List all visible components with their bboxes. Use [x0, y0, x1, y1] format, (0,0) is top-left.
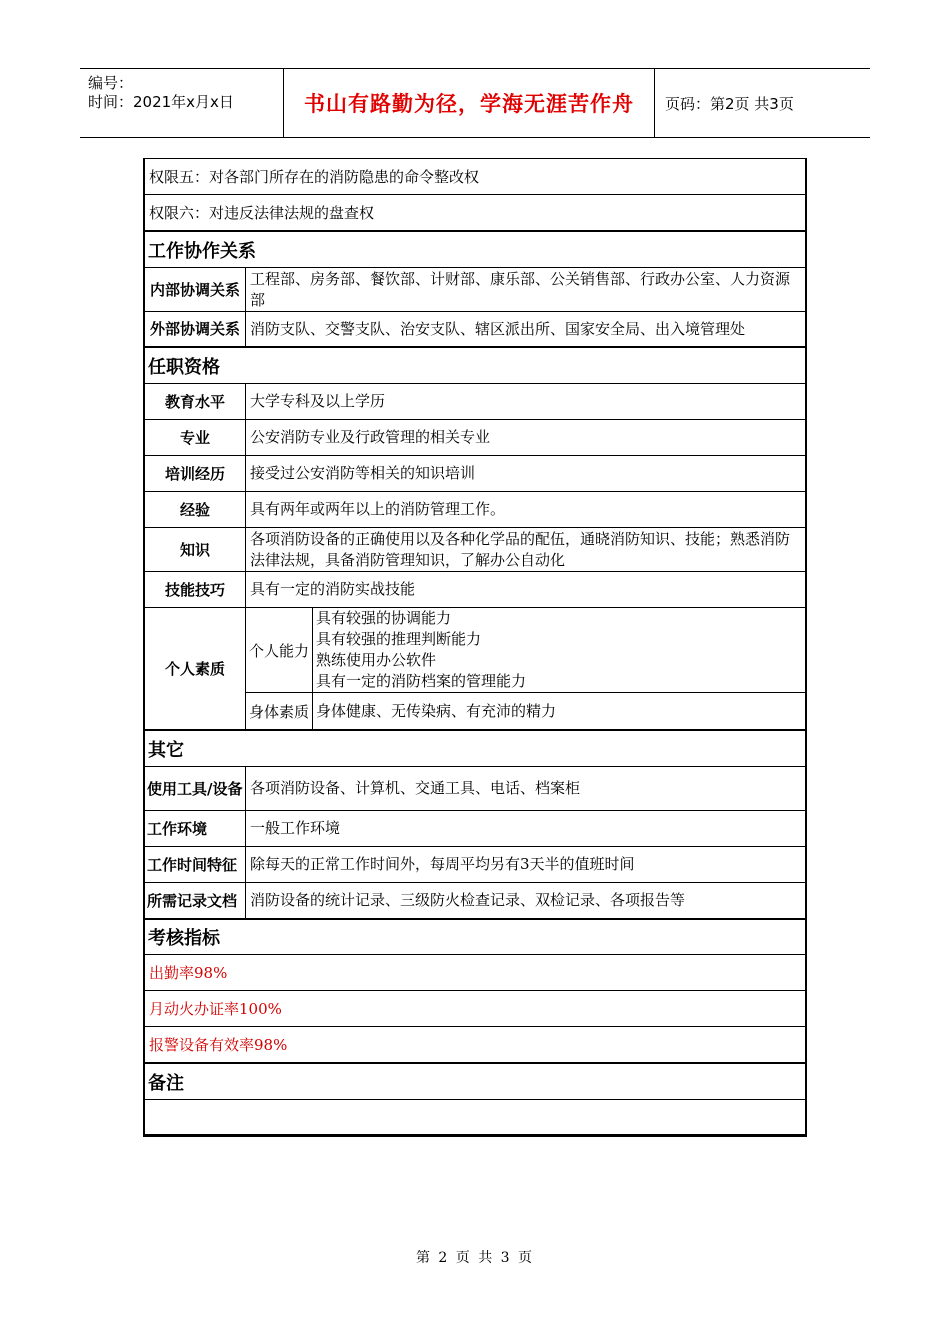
- documents-row: 所需记录文档 消防设备的统计记录、三级防火检查记录、双检记录、各项报告等: [145, 883, 805, 920]
- kpi-item: 报警设备有效率98%: [145, 1027, 805, 1064]
- ability-list: [313, 608, 805, 692]
- page-header: [80, 68, 870, 138]
- ability-subrow: 个人能力 具有较强的协调能力 具有较强的推理判断能力 熟练使用办公软件 具有一定的消防档案的管理能力: [246, 608, 805, 693]
- authority-row-6: 权限六：对违反法律法规的盘查权: [145, 195, 805, 232]
- personal-row: 个人素质 个人能力 具有较强的协调能力 具有较强的推理判断能力 熟练使用办公软件 具有一定的消防档案的管理能力 身体素质 身体健康、无传染病、有充沛的精力: [145, 608, 805, 731]
- environment-row: 工作环境 一般工作环境: [145, 811, 805, 847]
- header-slogan: 书山有路勤为径，学海无涯苦作舟: [284, 69, 655, 137]
- ability-item: 具有一定的消防档案的管理能力: [316, 672, 527, 690]
- notes-body: [145, 1100, 805, 1134]
- ability-item: 具有较强的协调能力: [316, 609, 452, 627]
- job-description-table: [143, 158, 807, 1137]
- worktime-row: 工作时间特征 除每天的正常工作时间外，每周平均另有3天半的值班时间: [145, 847, 805, 883]
- skill-row: 技能技巧 具有一定的消防实战技能: [145, 572, 805, 608]
- number-label: 编号：: [88, 74, 134, 92]
- section-notes: 备注: [145, 1064, 805, 1100]
- section-collaboration: 工作协作关系: [145, 232, 805, 268]
- training-row: 培训经历 接受过公安消防等相关的知识培训: [145, 456, 805, 492]
- physical-subrow: 身体素质 身体健康、无传染病、有充沛的精力: [246, 693, 805, 729]
- major-row: 专业 公安消防专业及行政管理的相关专业: [145, 420, 805, 456]
- ability-item: 具有较强的推理判断能力: [316, 630, 482, 648]
- experience-row: 经验 具有两年或两年以上的消防管理工作。: [145, 492, 805, 528]
- header-page-info: 页码：第2页 共3页: [665, 94, 794, 113]
- tools-row: 使用工具/设备 各项消防设备、计算机、交通工具、电话、档案柜: [145, 767, 805, 811]
- kpi-item: 出勤率98%: [145, 955, 805, 991]
- time-label: 时间：2021年x月x日: [88, 93, 234, 111]
- kpi-item: 月动火办证率100%: [145, 991, 805, 1027]
- page-footer: 第 2 页 共 3 页: [415, 1250, 535, 1266]
- header-meta: [80, 69, 284, 137]
- ability-item: 熟练使用办公软件: [316, 651, 437, 669]
- section-qualification: 任职资格: [145, 348, 805, 384]
- authority-row-5: 权限五：对各部门所存在的消防隐患的命令整改权: [145, 159, 805, 195]
- education-row: 教育水平 大学专科及以上学历: [145, 384, 805, 420]
- knowledge-row: 知识 各项消防设备的正确使用以及各种化学品的配伍，通晓消防知识、技能；熟悉消防法律法规，具备消防管理知识，了解办公自动化: [145, 528, 805, 572]
- external-row: 外部协调关系 消防支队、交警支队、治安支队、辖区派出所、国家安全局、出入境管理处: [145, 312, 805, 348]
- section-other: 其它: [145, 731, 805, 767]
- internal-row: 内部协调关系 工程部、房务部、餐饮部、计财部、康乐部、公关销售部、行政办公室、人力资源部: [145, 268, 805, 312]
- section-kpi: 考核指标: [145, 920, 805, 955]
